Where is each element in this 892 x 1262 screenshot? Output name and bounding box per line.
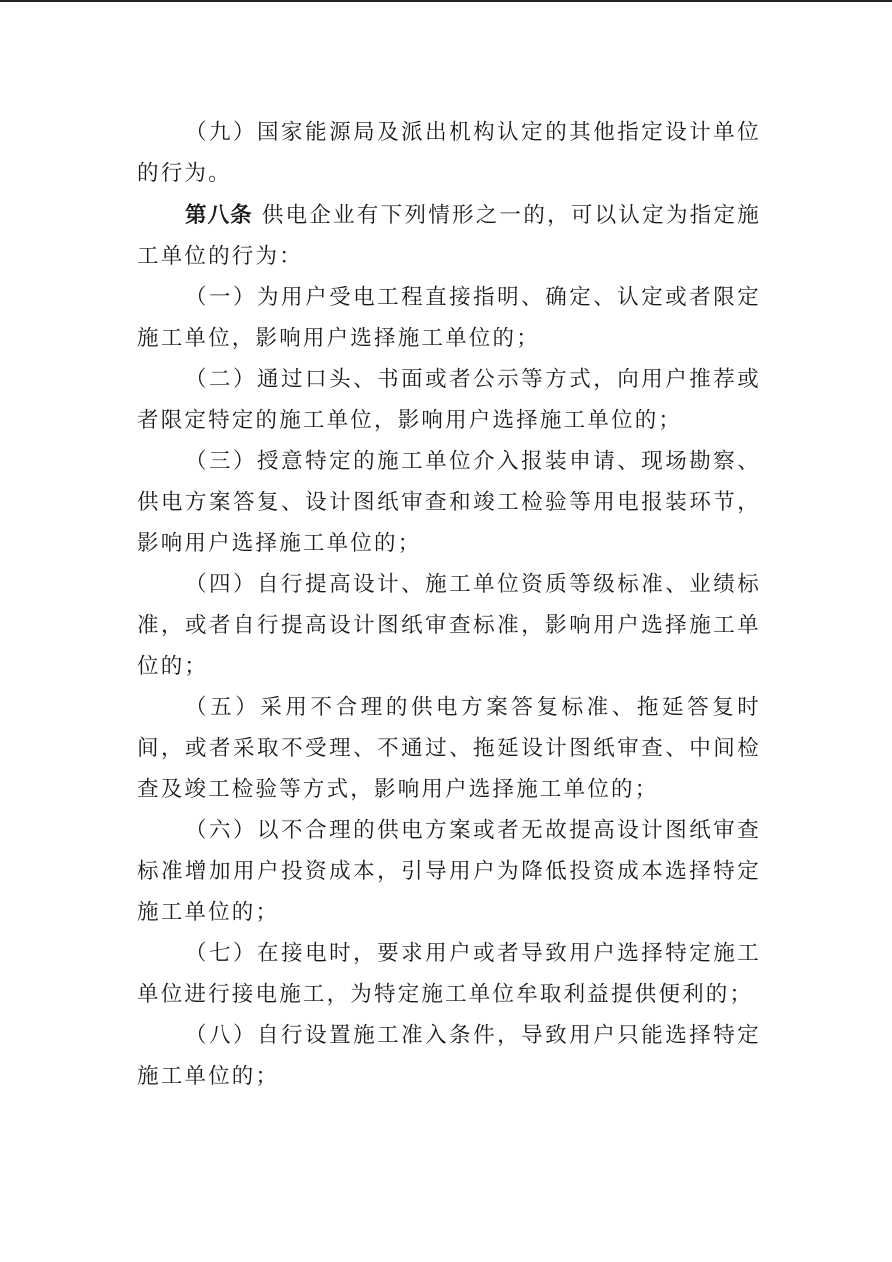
paragraph-item-3: （三）授意特定的施工单位介入报装申请、现场勘察、供电方案答复、设计图纸审查和竣工检验等用电报装环节，影响用户选择施工单位的； [137, 449, 761, 556]
article-8-paragraph [137, 195, 761, 277]
article-number: 第八条 [185, 203, 253, 228]
document-page [137, 112, 761, 1097]
paragraph-item-5: （五）采用不合理的供电方案答复标准、拖延答复时间，或者采取不受理、不通过、拖延设计图纸审查、中间检查及竣工检验等方式，影响用户选择施工单位的； [137, 695, 761, 802]
paragraph-item-2: （二）通过口头、书面或者公示等方式，向用户推荐或者限定特定的施工单位，影响用户选择施工单位的； [137, 367, 761, 433]
article-body: 供电企业有下列情形之一的，可以认定为指定施工单位的行为： [137, 203, 761, 269]
paragraph-item-6: （六）以不合理的供电方案或者无故提高设计图纸审查标准增加用户投资成本，引导用户为降低投资成本选择特定施工单位的； [137, 818, 761, 925]
paragraph-item-1: （一）为用户受电工程直接指明、确定、认定或者限定施工单位，影响用户选择施工单位的； [137, 285, 761, 351]
paragraph-item-4: （四）自行提高设计、施工单位资质等级标准、业绩标准，或者自行提高设计图纸审查标准，影响用户选择施工单位的； [137, 572, 761, 679]
paragraph-item-9: （九）国家能源局及派出机构认定的其他指定设计单位的行为。 [137, 120, 761, 186]
paragraph-item-8: （八）自行设置施工准入条件，导致用户只能选择特定施工单位的； [137, 1023, 761, 1089]
top-border-rule [0, 0, 892, 2]
paragraph-item-7: （七）在接电时，要求用户或者导致用户选择特定施工单位进行接电施工，为特定施工单位牟取利益提供便利的； [137, 941, 761, 1007]
